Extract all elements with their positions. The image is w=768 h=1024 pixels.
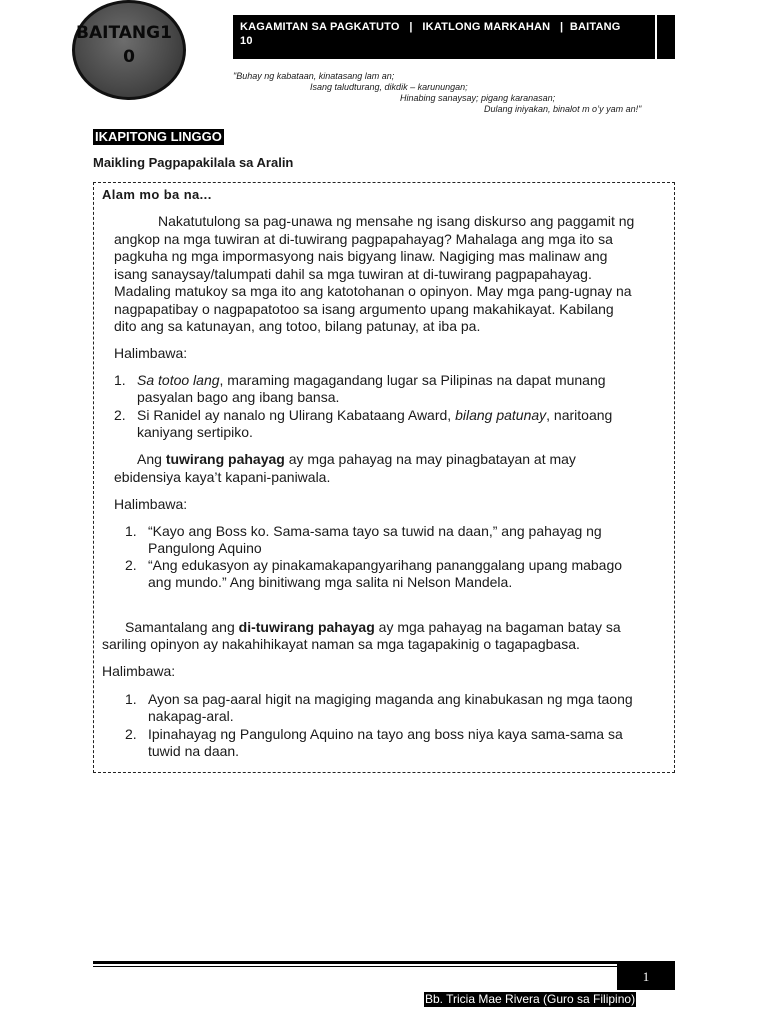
grade-badge [72, 0, 186, 100]
example-text: Ipinahayag ng Pangulong Aquino na tayo ang boss niya kaya sama-sama sa [148, 726, 623, 742]
intro-title: Maikling Pagpapakilala sa Aralin [93, 155, 294, 170]
dituwiran-line2: sariling opinyon ay nakahihikayat naman sa mga tagapakinig o tagapagbasa. [102, 636, 580, 652]
example-line2: kaniyang sertipiko. [137, 424, 253, 440]
example-text: “Ang edukasyon ay pinakamakapangyarihang pananggalang upang mabago [148, 557, 623, 573]
paragraph-line: nagpapatibay o nagpapatotoo sa isang argumento upang makahikayat. Kabilang [114, 300, 614, 317]
paragraph-line: angkop na mga tuwiran at di-tuwirang pagpapahayag? Mahalaga ang mga ito sa [114, 230, 613, 247]
example-text: , naritoang [546, 407, 613, 423]
footer-rule-thin [93, 966, 675, 967]
example-number: 1. [125, 691, 137, 707]
example-text: , maraming magagandang lugar sa Pilipinas na dapat munang [219, 372, 606, 388]
halimbawa-label: Halimbawa: [114, 496, 188, 512]
badge-line1: BAITANG1 [76, 23, 172, 43]
example-line2: nakapag-aral. [148, 708, 234, 724]
page-number: 1 [617, 964, 675, 990]
example-text: Ayon sa pag-aaral higit na magiging maganda ang kinabukasan ng mga taong [148, 691, 633, 707]
header-title-line2: 10 [240, 35, 253, 47]
example-number: 1. [125, 523, 137, 539]
example-number: 2. [125, 726, 137, 742]
tuwiran-post: ay mga pahayag na may pinagbatayan at may [284, 451, 576, 467]
header-title-line1: KAGAMITAN SA PAGKATUTO | IKATLONG MARKAHAN | BAITANG [240, 21, 621, 33]
lesson-label: IKAPITONG LINGGO [95, 129, 222, 144]
quote-line: Hinabing sanaysay; pigang karanasan; [400, 93, 556, 103]
intro-paragraph [114, 213, 634, 336]
example-item [114, 372, 606, 390]
quote-line: "Buhay ng kabataan, kinatasang lam an; [233, 71, 395, 81]
header-divider [655, 15, 657, 59]
example-number: 2. [125, 557, 137, 573]
tuwiran-pre: Ang [137, 451, 166, 467]
box-heading: Alam mo ba na... [102, 187, 212, 202]
paragraph-line: Madaling matukoy sa mga ito ang katotohanan o opinyon. May mga pang-ugnay na [114, 283, 632, 299]
halimbawa-label: Halimbawa: [102, 663, 176, 679]
tuwiran-term: tuwirang pahayag [165, 451, 285, 467]
example-number: 1. [114, 372, 126, 388]
example-text: “Kayo ang Boss ko. Sama-sama tayo sa tuwid na daan,” ang pahayag ng [148, 523, 602, 539]
example-italic: bilang patunay [455, 407, 547, 423]
halimbawa-label: Halimbawa: [114, 345, 188, 361]
dituwiran-definition [125, 619, 621, 637]
example-line2: tuwid na daan. [148, 743, 240, 759]
example-text: Si Ranidel ay nanalo ng Ulirang Kabataang Award, [137, 407, 456, 423]
dituwiran-post: ay mga pahayag na bagaman batay sa [374, 619, 621, 635]
example-line2: pasyalan bago ang ibang bansa. [137, 389, 340, 405]
badge-line2: 0 [123, 47, 135, 67]
dituwiran-term: di-tuwirang pahayag [238, 619, 375, 635]
paragraph-line: pagkuha ng mga impormasyong nais bigyang linaw. Nagiging mas malinaw ang [114, 248, 608, 264]
author-credit: Bb. Tricia Mae Rivera (Guro sa Filipino) [425, 992, 636, 1006]
example-line2: ang mundo.” Ang binitiwang mga salita ni Nelson Mandela. [148, 574, 513, 590]
paragraph-line: isang sanaysay/talumpati dahil sa mga tuwiran at di-tuwirang pagpapahayag. [114, 265, 592, 282]
example-line2: Pangulong Aquino [148, 540, 262, 556]
paragraph-line: dito ang sa katunayan, ang totoo, bilang patunay, at iba pa. [114, 318, 481, 334]
footer-rule [93, 961, 675, 964]
paragraph-line: Nakatutulong sa pag-unawa ng mensahe ng isang diskurso ang paggamit ng [158, 213, 635, 229]
dituwiran-pre: Samantalang ang [125, 619, 239, 635]
tuwiran-definition [137, 451, 576, 469]
quote-line: Dulang iniyakan, binalot m o’y yam an!" [484, 104, 642, 114]
header-bar [233, 15, 675, 59]
tuwiran-line2: ebidensiya kaya’t kapani-paniwala. [114, 469, 331, 485]
example-item [114, 407, 613, 425]
example-italic: Sa totoo lang [137, 372, 220, 388]
quote-line: Isang taludturang, dikdik – karunungan; [310, 82, 468, 92]
example-number: 2. [114, 407, 126, 423]
